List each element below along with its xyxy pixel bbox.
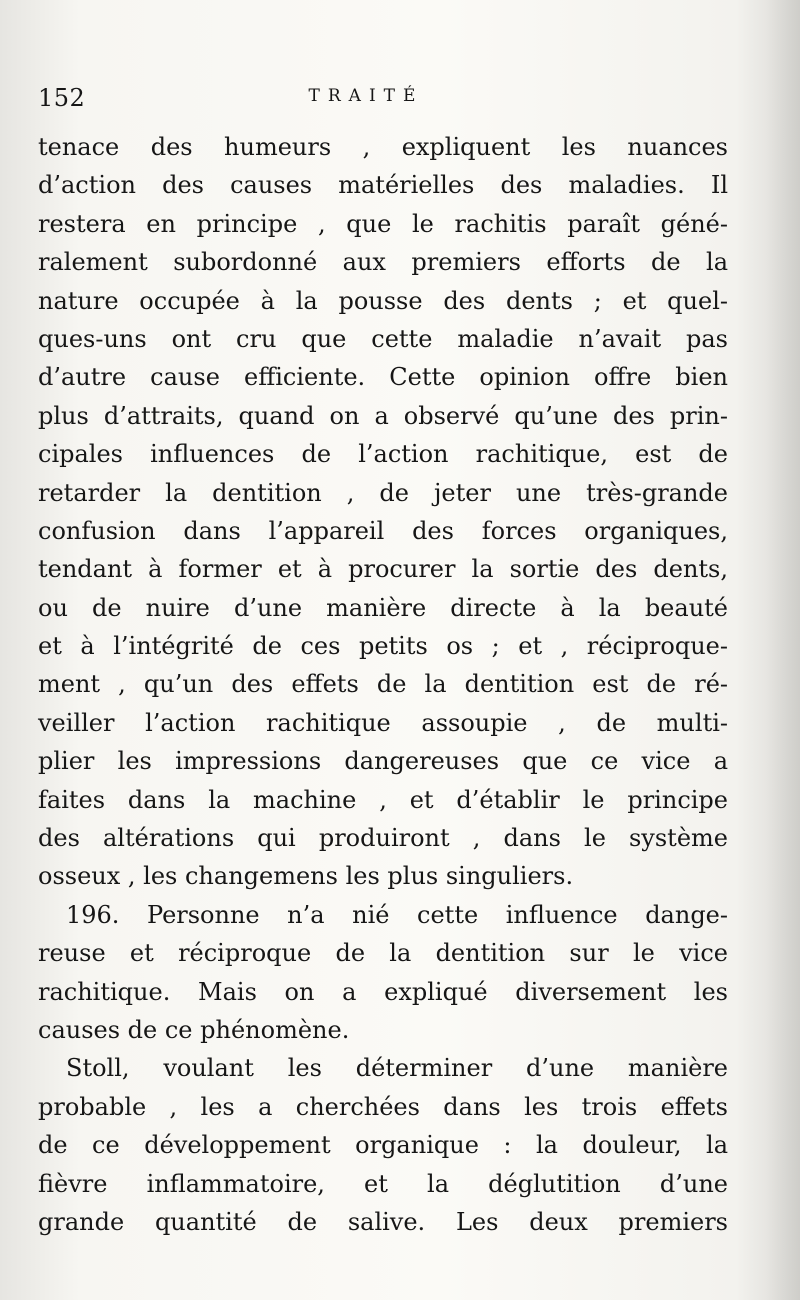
running-title: TRAITÉ [308, 86, 424, 106]
body-text [38, 128, 728, 1241]
text-line: plier les impressions dangereuses que ce vice a [38, 747, 728, 776]
text-line: plus d’attraits, quand on a observé qu’une des prin- [38, 401, 728, 430]
text-line: cipales influences de l’action rachitique, est de [38, 440, 728, 469]
text-line: retarder la dentition , de jeter une très-grande [38, 478, 728, 507]
text-line: reuse et réciproque de la dentition sur le vice [38, 939, 728, 968]
text-line: restera en principe , que le rachitis paraît géné- [38, 209, 728, 238]
text-line: faites dans la machine , et d’établir le principe [38, 785, 728, 814]
text-line: d’autre cause efficiente. Cette opinion offre bien [38, 363, 728, 392]
text-line: tenace des humeurs , expliquent les nuances [38, 133, 728, 161]
page-edge-shadow [766, 0, 800, 1300]
page-header [38, 84, 694, 116]
text-line: osseux , les changemens les plus singuliers. [38, 862, 574, 891]
text-line: des altérations qui produiront , dans le système [38, 824, 728, 853]
text-line: ment , qu’un des effets de la dentition est de ré- [38, 670, 728, 699]
text-line: causes de ce phénomène. [38, 1015, 350, 1044]
text-line: fièvre inflammatoire, et la déglutition d’une [38, 1169, 728, 1198]
text-line: tendant à former et à procurer la sortie des dents, [38, 555, 728, 584]
text-line: confusion dans l’appareil des forces organiques, [38, 516, 728, 545]
text-line: ques-uns ont cru que cette maladie n’avait pas [38, 324, 728, 353]
text-line: 196. Personne n’a nié cette influence dange- [66, 900, 728, 929]
text-line: veiller l’action rachitique assoupie , de multi- [38, 708, 728, 737]
text-line: et à l’intégrité de ces petits os ; et , réciproque- [38, 632, 728, 661]
text-line: nature occupée à la pousse des dents ; et quel- [38, 286, 728, 315]
text-line: Stoll, voulant les déterminer d’une manière [66, 1054, 728, 1083]
text-line: de ce développement organique : la douleur, la [38, 1131, 728, 1160]
text-line: rachitique. Mais on a expliqué diversement les [38, 977, 728, 1006]
text-line: ralement subordonné aux premiers efforts de la [38, 248, 728, 277]
text-line: grande quantité de salive. Les deux premiers [38, 1207, 728, 1236]
page-number: 152 [38, 84, 86, 112]
text-line: ou de nuire d’une manière directe à la beauté [38, 593, 728, 622]
text-line: probable , les a cherchées dans les trois effets [38, 1092, 728, 1121]
text-line: d’action des causes matérielles des maladies. Il [38, 171, 728, 200]
